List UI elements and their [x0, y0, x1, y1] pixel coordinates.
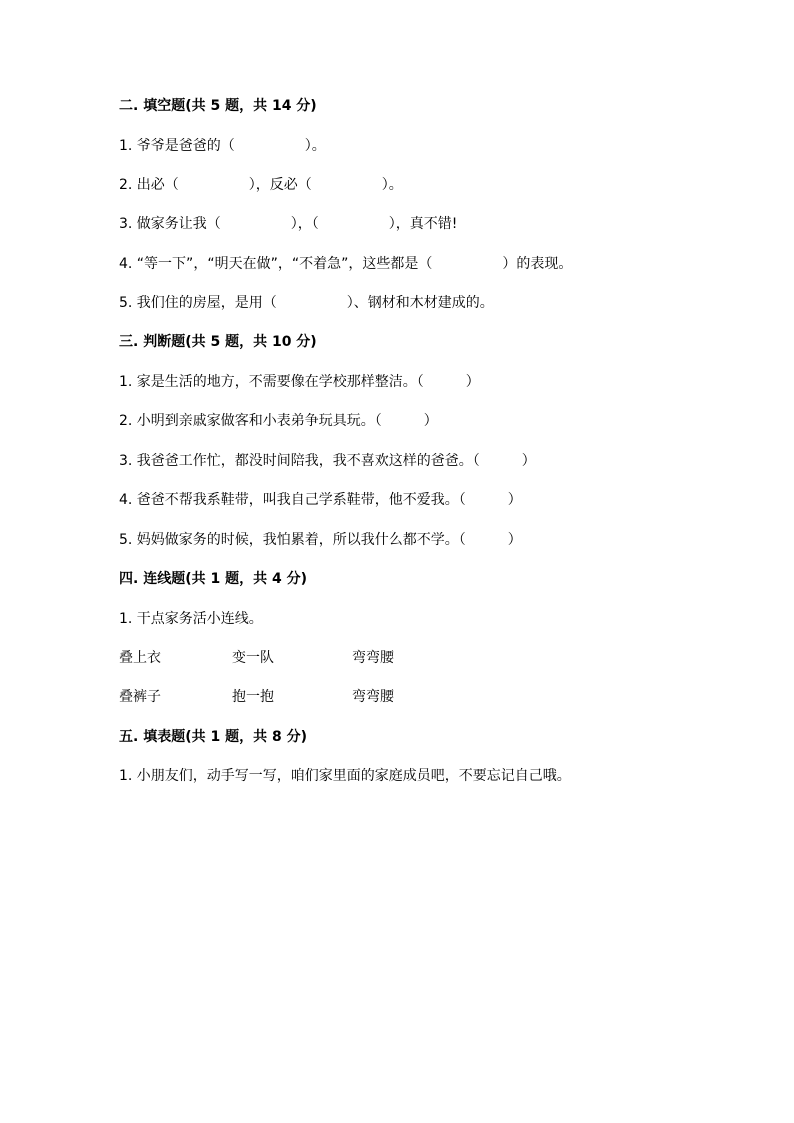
judge-question-2: 2. 小明到亲戚家做客和小表弟争玩具玩。（ ） [119, 413, 438, 429]
matching-item: 弯弯腰 [352, 650, 394, 666]
judge-question-3: 3. 我爸爸工作忙，都没时间陪我，我不喜欢这样的爸爸。（ ） [119, 453, 536, 469]
fill-blank-question-4: 4. “等一下”，“明天在做”，“不着急”，这些都是（ ）的表现。 [119, 256, 573, 272]
judge-question-1: 1. 家是生活的地方，不需要像在学校那样整洁。（ ） [119, 374, 480, 390]
section-fill-blank-title: 二. 填空题(共 5 题，共 14 分) [119, 98, 317, 114]
judge-question-4: 4. 爸爸不帮我系鞋带，叫我自己学系鞋带，他不爱我。（ ） [119, 492, 522, 508]
matching-item: 叠裤子 [119, 689, 161, 705]
fill-blank-question-5: 5. 我们住的房屋，是用（ ）、钢材和木材建成的。 [119, 295, 494, 311]
fill-blank-question-2: 2. 出必（ ），反必（ ）。 [119, 177, 403, 193]
matching-item: 抱一抱 [232, 689, 274, 705]
judge-question-5: 5. 妈妈做家务的时候，我怕累着，所以我什么都不学。（ ） [119, 532, 522, 548]
section-judge-title: 三. 判断题(共 5 题，共 10 分) [119, 334, 317, 350]
fill-blank-question-3: 3. 做家务让我（ ），（ ），真不错! [119, 216, 458, 232]
matching-question-1: 1. 干点家务活小连线。 [119, 611, 263, 627]
matching-item: 弯弯腰 [352, 689, 394, 705]
section-table-title: 五. 填表题(共 1 题，共 8 分) [119, 729, 307, 745]
matching-item: 变一队 [232, 650, 274, 666]
table-question-1: 1. 小朋友们，动手写一写，咱们家里面的家庭成员吧，不要忘记自己哦。 [119, 768, 571, 784]
fill-blank-question-1: 1. 爷爷是爸爸的（ ）。 [119, 138, 326, 154]
section-matching-title: 四. 连线题(共 1 题，共 4 分) [119, 571, 307, 587]
matching-item: 叠上衣 [119, 650, 161, 666]
